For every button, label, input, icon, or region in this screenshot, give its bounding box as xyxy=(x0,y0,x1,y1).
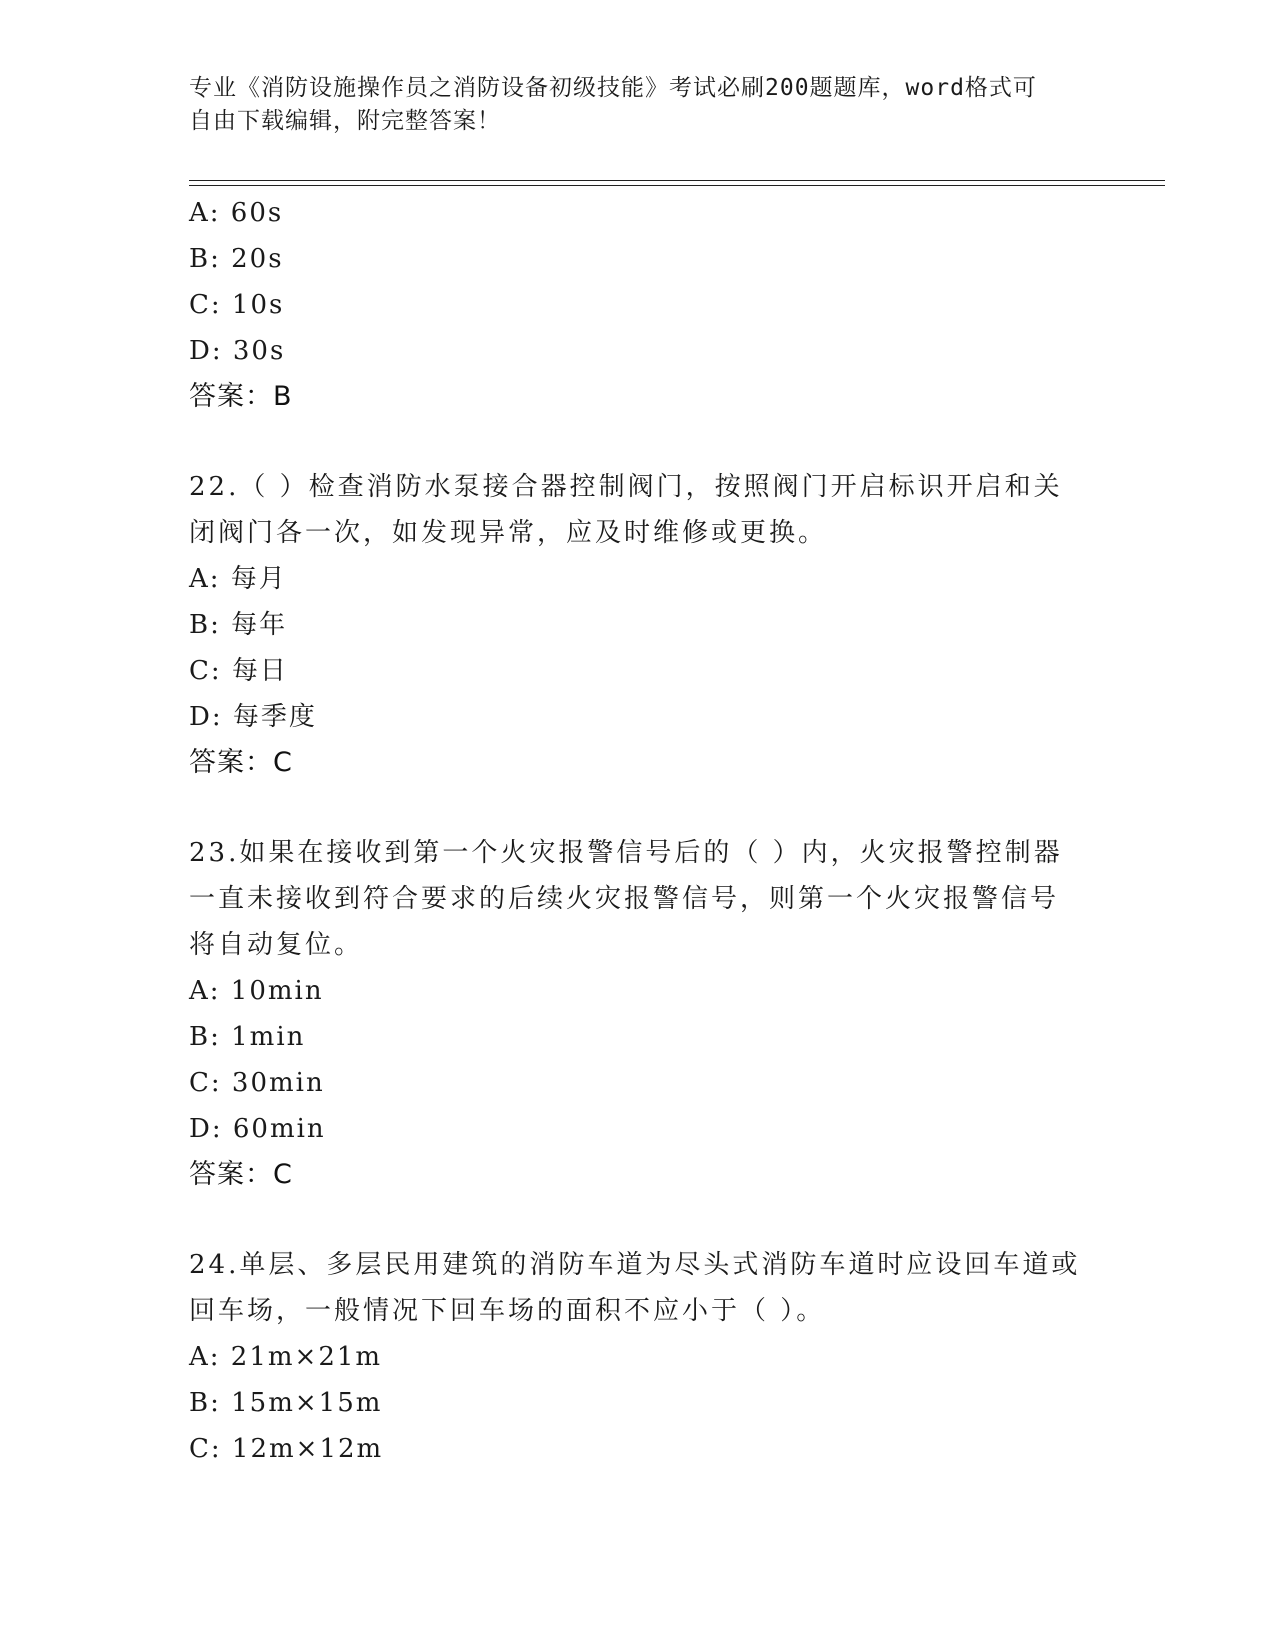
option-a: A: 10min xyxy=(189,976,324,1006)
header-divider xyxy=(189,180,1165,186)
question-text-line: 23.如果在接收到第一个火灾报警信号后的（ ）内，火灾报警控制器 xyxy=(189,838,1063,868)
option-c: C: 10s xyxy=(189,290,285,320)
question-text-line: 闭阀门各一次，如发现异常，应及时维修或更换。 xyxy=(189,518,828,548)
header-line-2: 自由下载编辑，附完整答案！ xyxy=(189,108,501,134)
question-list xyxy=(189,190,1089,1472)
question-text-line: 22.（ ）检查消防水泵接合器控制阀门，按照阀门开启标识开启和关 xyxy=(189,472,1063,502)
question-text-line: 一直未接收到符合要求的后续火灾报警信号，则第一个火灾报警信号 xyxy=(189,884,1060,914)
question-block-22 xyxy=(189,464,1089,786)
question-block-24 xyxy=(189,1242,1089,1472)
option-d: D: 30s xyxy=(189,336,286,366)
question-block-21 xyxy=(189,190,1089,420)
option-d: D: 60min xyxy=(189,1114,326,1144)
option-d: D: 每季度 xyxy=(189,702,317,732)
option-b: B: 15m×15m xyxy=(189,1388,383,1418)
question-text-line: 将自动复位。 xyxy=(189,930,364,960)
option-a: A: 21m×21m xyxy=(189,1342,383,1372)
option-c: C: 每日 xyxy=(189,656,288,686)
answer-line: 答案：C xyxy=(189,1159,293,1190)
spacer xyxy=(189,1198,1089,1242)
option-b: B: 20s xyxy=(189,244,284,274)
answer-line: 答案：B xyxy=(189,381,293,412)
spacer xyxy=(189,786,1089,830)
option-a: A: 每月 xyxy=(189,564,287,594)
option-b: B: 1min xyxy=(189,1022,306,1052)
option-b: B: 每年 xyxy=(189,610,288,640)
spacer xyxy=(189,420,1089,464)
option-a: A: 60s xyxy=(189,198,284,228)
option-c: C: 30min xyxy=(189,1068,325,1098)
header-line-1: 专业《消防设施操作员之消防设备初级技能》考试必刷200题题库，word格式可 xyxy=(189,75,1037,101)
question-text-line: 24.单层、多层民用建筑的消防车道为尽头式消防车道时应设回车道或 xyxy=(189,1250,1081,1280)
question-text-line: 回车场，一般情况下回车场的面积不应小于（ ）。 xyxy=(189,1296,826,1326)
page-header xyxy=(189,72,1069,138)
option-c: C: 12m×12m xyxy=(189,1434,384,1464)
question-block-23 xyxy=(189,830,1089,1198)
answer-line: 答案：C xyxy=(189,747,293,778)
